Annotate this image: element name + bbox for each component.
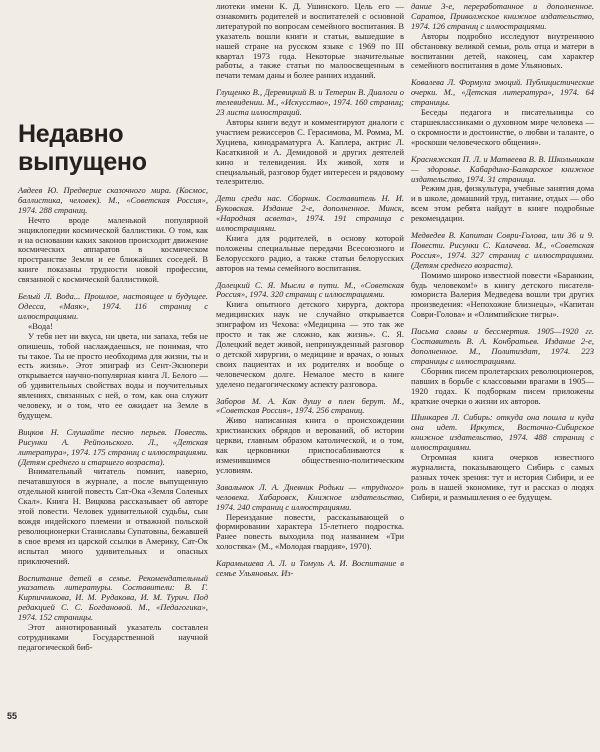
book-annotation: Беседы педагога и писательницы со старшеклассниками о духовном мире человека — о скромности и достоинстве, о любви и таланте, о «роскоши человеческого общения». bbox=[411, 107, 594, 147]
book-reference: Воспитание детей в семье. Рекомендательный указатель литературы. Составители: В. Г. Кирпичникова, И. М. Рудакова, И. М. Турич. Под редакцией С. С. Богдановой. М., «Педагогика», 1974. 152 страницы. bbox=[18, 572, 208, 623]
book-reference: Карамышева А. Л. и Томуль А. И. Воспитание в семье Ульяновых. Из- bbox=[216, 558, 404, 579]
book-annotation: Живо написанная книга о происхождении христианских обрядов и верований, об истории церкви, главным образом католической, и о том, как церковники приспосабливаются к изменившимся общественно-политическим условиям. bbox=[216, 415, 404, 475]
column-1 bbox=[18, 0, 208, 653]
book-annotation: Помимо широко известной повести «Баранкин, будь человеком!» в книгу детского писателя-юмориста Валерия Медведева вошли три других произведения: «Непохожие близнецы», «Капитан Соври-Голова» и «Олимпийские тигры». bbox=[411, 269, 594, 320]
book-reference: Письма славы и бессмертия. 1905—1920 гг. Составитель В. А. Конбратьев. Издание 2-е, дополненное. М., Политиздат, 1974. 223 страницы с иллюстрациями. bbox=[411, 326, 594, 366]
column-3 bbox=[411, 2, 594, 503]
book-annotation: Этот аннотированный указатель составлен сотрудниками Государственной научной педагогической биб- bbox=[18, 622, 208, 652]
book-reference: Дети среди нас. Сборник. Составитель Н. И. Буковская. Издание 2-е, дополненное. Минск, «Народная асвета», 1974. 191 страница с иллюстрациями. bbox=[216, 193, 404, 234]
book-annotation: Нечто вроде маленькой популярной энциклопедии космической баллистики. О том, как и на основании каких законов происходит движение космических аппаратов в космическом пространстве Земли и ее ближайших соседей. В книге показаны трудности новой профессии, связанной с космической баллистикой. bbox=[18, 214, 208, 285]
book-annotation: Переиздание повести, рассказывающей о формировании характера 15-летнего подростка. Ранее повесть выходила под названием «Три холостяка» (М., «Молодая гвардия», 1970). bbox=[216, 511, 404, 552]
book-annotation: У тебя нет ни вкуса, ни цвета, ни запаха, тебя не опишешь, тобой наслаждаешься, не понимая, что ты такое. Ты не просто необходима для жизни, ты и есть жизнь». Этот эпиграф из Сент-Экзюпери открывается научно-популярная книга Л. Белого — об удивительных свойствах воды и поучительных явлениях, связанных с ней, о том, как она служит человеку, и о том, что ее ожидает на Земле в будущем. bbox=[18, 330, 208, 420]
book-reference: Завальнюк Л. А. Дневник Родьки — «трудного» человека. Хабаровск, Книжное издательство, 1974. 240 страниц с иллюстрациями. bbox=[216, 481, 404, 512]
book-reference: Долецкий С. Я. Мысли в пути. М., «Советская Россия», 1974. 320 страниц с иллюстрациями. bbox=[216, 279, 404, 300]
book-annotation: «Вода! bbox=[28, 320, 53, 331]
book-annotation: Режим дня, физкультура, учебные занятия дома и в школе, домашний труд, питание, отдых — обо всем этом ребята найдут в книге подробные рекомендации. bbox=[411, 183, 594, 224]
column-1-body bbox=[18, 186, 208, 653]
book-reference: Вицков Н. Слушайте песню перьев. Повесть. Рисунки А. Рейпольского. Л., «Детская литература», 1974. 175 страниц с иллюстрациями. (Детям среднего и старшего возраста). bbox=[18, 426, 208, 467]
book-annotation: Книга для родителей, в основу которой положены специальные передачи Всесоюзного и Белорусского радио, а также статьи белорусских авторов на темы семейного воспитания. bbox=[216, 232, 404, 273]
book-reference: Авдеев Ю. Предверие сказочного мира. (Космос, баллистика, человек). М., «Советская Россия», 1974. 288 страниц. bbox=[18, 185, 208, 215]
book-annotation: Авторы книги ведут и комментируют диалоги с участием режиссеров С. Герасимова, М. Ромма, М. Хуциева, кинодраматурга А. Каплера, актрис Л. Касаткиной и А. Демидовой и других деятелей кино и телевидения. Их живой, хотя и специальный, разговор будет интересен и рядовому телезрителю. bbox=[216, 116, 404, 187]
book-reference: дание 3-е, переработанное и дополненное. Саратов, Приволжское книжное издательство, 1974. 126 страниц с иллюстрациями. bbox=[411, 1, 594, 31]
book-annotation: Огромная книга очерков известного журналиста, показывающего Сибирь с самых разных точек зрения: тут и история Сибири, и ее роль в нашей экономике, тут и рассказ о людях Сибири, и размышления о ее будущем. bbox=[411, 452, 594, 502]
section-heading: Недавно выпущено bbox=[18, 120, 147, 176]
book-reference: Заборов М. А. Как душу в плен берут. М., «Советская Россия», 1974. 256 страниц. bbox=[216, 395, 404, 416]
book-annotation: Сборник писем пролетарских революционеров, павших в борьбе с классовыми врагами в 1905—1920 годах. К подборкам писем приложены краткие очерки о жизни их авторов. bbox=[411, 365, 594, 406]
book-annotation: Книга опытного детского хирурга, доктора медицинских наук не случайно открывается эпиграфом из Чехова: «Медицина — это так же просто и так же сложно, как жизнь». С. Я. Долецкий ведет живой, непринужденный разговор о детской хирургии, о медицине и врачах, о юных своих пациентах и их родителях и вообще о человеческом долге. Немалое место в книге уделено педагогическому аспекту разговора. bbox=[216, 299, 404, 389]
book-reference: Медведев В. Капитан Соври-Голова, или 36 и 9. Повести. Рисунки С. Калачева. М., «Советская Россия», 1974. 327 страниц с иллюстрациями. (Детям среднего возраста). bbox=[411, 230, 594, 270]
book-reference: Глущенко В., Деревицкий В. и Тетерин В. Диалоги о телевидении. М., «Искусство», 1974. 160 страниц; 23 листа иллюстраций. bbox=[216, 87, 404, 118]
book-annotation: Авторы подробно исследуют внутреннюю обстановку великой семьи, роль отца и матери в воспитании детей, наконец, сам характер семейного воспитания в доме Ульяновых. bbox=[411, 30, 594, 71]
page-number: 55 bbox=[7, 711, 18, 721]
book-annotation: лиотеки имени К. Д. Ушинского. Цель его — ознакомить родителей и воспитателей с основной литературой по вопросам семейного воспитания. В указатель вошли книги и статьи, вышедшие в нашей стране на русском языке с 1969 по III квартал 1973 года. Некоторые значительные работы, а также статьи по малоосвещенным в печати темам даны и более ранних изданий. bbox=[216, 1, 404, 81]
column-2 bbox=[216, 2, 404, 579]
book-reference: Шинкарев Л. Сибирь: откуда она пошла и куда она идет. Иркутск, Восточно-Сибирское книжное издательство, 1974. 488 страниц с иллюстрациями. bbox=[411, 412, 594, 453]
book-reference: Белый Л. Вода... Прошлое, настоящее и будущее. Одесса, «Маяк», 1974. 116 страниц с иллюстрациями. bbox=[18, 291, 208, 321]
book-reference: Красняжская П. Л. и Матвеева В. В. Школьникам — здоровье. Кабардино-Балкарское книжное издательство, 1974. 31 страница. bbox=[411, 153, 594, 184]
book-annotation: Внимательный читатель помнит, наверно, печатавшуюся в журнале, а после выпущенную отдельной книгой повесть Сат-Ока «Земля Соленых Скал». Книга Н. Вицкова рассказывает об авторе этой повести. Человек удивительной судьбы, сын вождя индейского племени и отважной польской революционерки Станиславы Супатовны, бежавшей в свое время из царской ссылки в Америку, Сат-Ок испытал много удивительных и опасных приключений. bbox=[18, 466, 209, 566]
book-reference: Ковалева Л. Формула эмоций. Публицистические очерки. М., «Детская литература», 1974. 64 страницы. bbox=[411, 77, 594, 108]
